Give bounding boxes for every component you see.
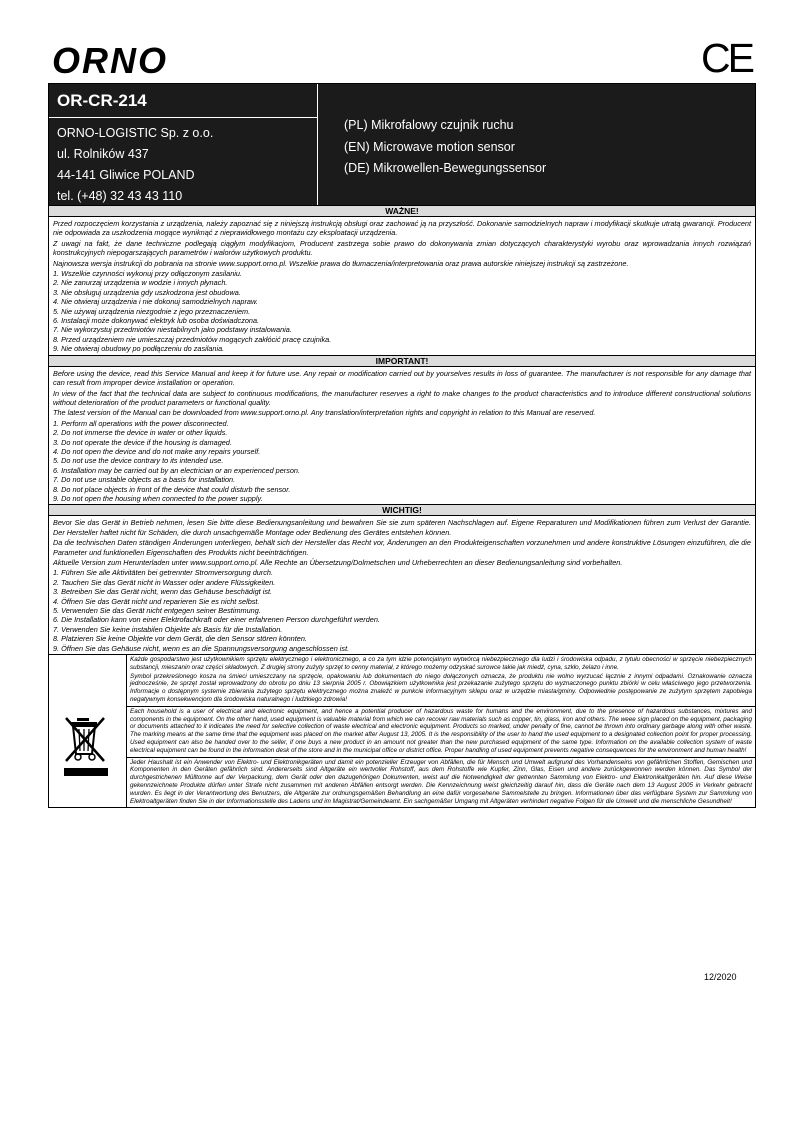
product-name-pl: (PL) Mikrofalowy czujnik ruchu (344, 118, 514, 132)
list-item: 2. Do not immerse the device in water or other liquids. (53, 428, 228, 438)
company-address (49, 118, 317, 207)
list-item: 4. Öffnen Sie das Gerät nicht und reparieren Sie es nicht selbst. (53, 596, 260, 606)
list-item: 9. Do not open the housing when connected to the power supply. (53, 493, 263, 503)
list-item: 3. Nie obsługuj urządzenia gdy uszkodzona jest obudowa. (53, 287, 241, 297)
weee-text-en (127, 707, 755, 758)
list-item: 7. Nie wykorzystuj przedmiotów niestabilnych jako podstawy instalowania. (53, 325, 292, 335)
orno-logo-text: ORNO (52, 44, 168, 78)
list-item: 5. Nie używaj urządzenia niezgodnie z jego przeznaczeniem. (53, 306, 251, 316)
list-item: 8. Platzieren Sie keine Objekte vor dem Gerät, die den Sensor stören könnten. (53, 634, 307, 644)
paragraph: Before using the device, read this Service Manual and keep it for future use. Any repair or modification carried out by yourselves results in loss of guarantee. The manufacturer is not responsible for any damage that can result from improper device installation or operation. (53, 368, 751, 388)
product-names (318, 84, 755, 205)
list-item: 1. Perform all operations with the power disconnected. (53, 418, 229, 428)
list-item: 7. Verwenden Sie keine instabilen Objekte als Basis für die Installation. (53, 624, 283, 634)
ce-mark-icon (700, 36, 756, 78)
paragraph: The latest version of the Manual can be downloaded from www.support.orno.pl. Any translation/interpretation rights and copyright in relation to this Manual are reserved. (53, 408, 596, 418)
list-item: 1. Wszelkie czynności wykonuj przy odłączonym zasilaniu. (53, 269, 242, 279)
list-item: 8. Przed urządzeniem nie umieszczaj przedmiotów mogących zakłócić pracę czujnika. (53, 334, 332, 344)
paragraph: Symbol przekreślonego kosza na śmieci umieszczany na sprzęcie, opakowaniu lub dokumentach do niego dołączonych oznacza, że produktu nie wolno wyrzucać łącznie z innymi odpadami. Oznakowanie oznacza jednocześnie, że sprzęt został wprowadzony do obrotu po dniu 13 sierpnia 2005 r. Obowiązkiem użytkownika jest przekazanie zużytego sprzętu do wyznaczonego punktu zbiórki w celu właściwego jego przetworzenia. Informacje o dostępnym systemie zbierania zużytego sprzętu elektrycznego można znaleźć w punkcie informacyjnym sklepu oraz w urzędzie miasta/gminy. Odpowiednie postępowanie ze zużytym sprzętem zapobiega negatywnym konsekwencjom dla środowiska naturalnego i ludzkiego zdrowia! (130, 672, 752, 704)
list-item: 5. Do not use the device contrary to its intended use. (53, 456, 224, 466)
company-street: ul. Rolników 437 (57, 147, 149, 161)
paragraph: In view of the fact that the technical data are subject to continuous modifications, the manufacturer reserves a right to make changes to the product characteristics and to introduce different constructional solutions without deterioration of the product parameters or functional quality. (53, 388, 751, 407)
list-item: 6. Installation may be carried out by an electrician or an experienced person. (53, 465, 301, 475)
list-item: 1. Führen Sie alle Aktivitäten bei getrennter Stromversorgung durch. (53, 568, 273, 578)
section-body-en (49, 367, 755, 506)
paragraph: Aktuelle Version zum Herunterladen unter www.support.orno.pl. Alle Rechte an Übersetzung/Dolmetschen und Urheberrechten an dieser Bedienungsanleitung sind vorbehalten. (53, 558, 623, 567)
list-item: 3. Betreiben Sie das Gerät nicht, wenn das Gehäuse beschädigt ist. (53, 587, 273, 597)
instruction-sheet (48, 83, 756, 808)
safety-list-de (53, 568, 751, 653)
list-item: 4. Do not open the device and do not make any repairs yourself. (53, 446, 261, 456)
company-panel (49, 84, 318, 205)
list-item: 4. Nie otwieraj urządzenia i nie dokonuj samodzielnych napraw. (53, 297, 258, 307)
list-item: 7. Do not use unstable objects as a basis for installation. (53, 475, 236, 485)
list-item: 2. Tauchen Sie das Gerät nicht in Wasser oder andere Flüssigkeiten. (53, 577, 276, 587)
paragraph: Najnowsza wersja instrukcji do pobrania na stronie www.support.orno.pl. Wszelkie prawa do tłumaczenia/interpretowania oraz prawa autorskie niniejszej instrukcji są zastrzeżone. (53, 258, 629, 268)
section-title-pl: WAŻNE! (49, 206, 755, 217)
weee-text-cell (127, 655, 755, 807)
weee-text-de (127, 758, 755, 808)
list-item: 2. Nie zanurzaj urządzenia w wodzie i innych płynach. (53, 278, 228, 288)
safety-list-pl (53, 269, 751, 354)
paragraph: Bevor Sie das Gerät in Betrieb nehmen, lesen Sie bitte diese Bedienungsanleitung und bewahren Sie sie zum späteren Nachschlagen auf. Eigene Reparaturen und Modifikationen führen zum Verlust der Garantie. Der Hersteller haftet nicht für Schäden, die durch unsachgemäße Montage oder Bedienung des Gerätes entstehen können. (53, 518, 751, 537)
list-item: 9. Nie otwieraj obudowy po podłączeniu do zasilania. (53, 344, 225, 354)
company-city: 44-141 Gliwice POLAND (57, 168, 195, 182)
paragraph: Przed rozpoczęciem korzystania z urządzenia, należy zapoznać się z niniejszą instrukcją obsługi oraz zachować ją na przyszłość. Dokonanie samodzielnych napraw i modyfikacji skutkuje utratą gwarancji. Producent nie odpowiada za uszkodzenia mogące wyniknąć z nieprawidłowego montażu czy eksploatacji urządzenia. (53, 219, 751, 238)
weee-section (49, 655, 755, 807)
list-item: 8. Do not place objects in front of the device that could disturb the sensor. (53, 484, 291, 494)
model-number: OR-CR-214 (49, 84, 317, 118)
product-name-en: (EN) Microwave motion sensor (344, 139, 515, 154)
safety-list-en (53, 419, 751, 504)
paragraph: Da die technischen Daten ständigen Änderungen unterliegen, behält sich der Hersteller das Recht vor, Änderungen an den Produkteigenschaften vorzunehmen und andere konstruktive Lösungen einzuführen, die die Parameter und funktionellen Eigenschaften des Produkts nicht beeinträchtigen. (53, 538, 751, 557)
product-name-de: (DE) Mikrowellen-Bewegungssensor (344, 161, 547, 175)
paragraph: Each household is a user of electrical and electronic equipment, and hence a potential producer of hazardous waste for humans and the environment, due to the presence of hazardous substances, mixtures and components in the equipment. On the other hand, used equipment is valuable material from which we can recover raw materials such as copper, tin, glass, iron and others. The weee sign placed on the equipment, packaging or documents attached to it indicates the need for selective collection of waste electrical and electronic equipment. Products so marked, under penalty of fine, cannot be thrown into ordinary garbage along with other waste. The marking means at the same time that the equipment was placed on the market after August 13, 2005. It is the responsibility of the user to hand the used equipment to a designated collection point for proper processing. Used equipment can also be handed over to the seller, if one buys a new product in an amount not greater than the new purchased equipment of the same type. Information on the available collection system of waste electrical equipment can be found in the information desk of the store and in the municipal office or district office. Proper handling of used equipment prevents negative consequences for the environment and human health! (130, 707, 752, 754)
section-title-de: WICHTIG! (49, 505, 755, 516)
company-phone: tel. (+48) 32 43 43 110 (57, 189, 183, 203)
list-item: 6. Die Installation kann von einer Elektrofachkraft oder einer erfahrenen Person durchgeführt werden. (53, 615, 380, 625)
paragraph: Każde gospodarstwo jest użytkownikiem sprzętu elektrycznego i elektronicznego, a co za tym idzie potencjalnym wytwórcą niebezpiecznego dla ludzi i środowiska odpadu, z tytułu obecności w sprzęcie niebezpiecznych substancji, mieszanin oraz części składowych. Z drugiej strony zużyty sprzęt to cenny materiał, z którego możemy odzyskać surowce takie jak miedź, cyna, szkło, żelazo i inne. (130, 656, 752, 671)
company-name: ORNO-LOGISTIC Sp. z o.o. (57, 126, 214, 140)
weee-symbol-cell (49, 655, 127, 807)
crossed-out-bin-icon (62, 714, 110, 778)
list-item: 5. Verwenden Sie das Gerät nicht entgegen seiner Bestimmung. (53, 606, 261, 616)
section-body-de (49, 516, 755, 655)
list-item: 3. Do not operate the device if the housing is damaged. (53, 437, 232, 447)
paragraph: Z uwagi na fakt, że dane techniczne podlegają ciągłym modyfikacjom, Producent zastrzega sobie prawo do dokonywania zmian dotyczących charakterystyki wyrobu oraz wprowadzania innych rozwiązań konstrukcyjnych niepogarszających parametrów i walorów użytkowych produktu. (53, 238, 751, 258)
list-item: 9. Öffnen Sie das Gehäuse nicht, wenn es an die Spannungsversorgung angeschlossen ist. (53, 643, 350, 653)
weee-text-pl (127, 655, 755, 707)
header-block (49, 84, 755, 206)
orno-logo (50, 44, 180, 78)
list-item: 6. Instalacji może dokonywać elektryk lub osoba doświadczona. (53, 316, 260, 326)
paragraph: Jeder Haushalt ist ein Anwender von Elektro- und Elektronikgeräten und damit ein potenzieller Erzeuger von Abfällen, die für Mensch und Umwelt aufgrund des Vorhandenseins von gefährlichen Stoffen, Gemischen und Komponenten in den Geräten gefährlich sind. Andererseits sind Altgeräte ein wertvoller Rohstoff, aus dem Rohstoffe wie Kupfer, Zinn, Glas, Eisen und andere zurückgewonnen werden können. Das Symbol der durchgestrichenen Mülltonne auf der Verpackung, dem Gerät oder den dazugehörigen Dokumenten, weist auf die Notwendigkeit der getrennten Sammlung von Elektro- und Elektronikaltgeräten hin. Auf diese Weise gekennzeichnete Produkte dürfen unter Strafe nicht zusammen mit anderen Abfällen entsorgt werden. Die Kennzeichnung weist gleichzeitig darauf hin, dass die Geräte nach dem 13 August 2005 in Verkehr gebracht wurden. Es liegt in der Verantwortung des Benutzers, die Altgeräte zur ordnungsgemäßen Behandlung an eine dafür vorgesehene Sammelstelle zu bringen. Informationen über das verfügbare System zur Sammlung von Elektroaltgeräten finden Sie in der Informationsstelle des Ladens und im Magistrat/Gemeindeamt. Ein sachgemäßer Umgang mit Altgeräten verhindert negative Folgen für die Umwelt und die menschliche Gesundheit! (130, 758, 752, 805)
section-body-pl (49, 217, 755, 356)
document-date: 12/2020 (704, 972, 737, 982)
ce-mark-text: CE (701, 36, 752, 78)
section-title-en: IMPORTANT! (49, 356, 755, 367)
